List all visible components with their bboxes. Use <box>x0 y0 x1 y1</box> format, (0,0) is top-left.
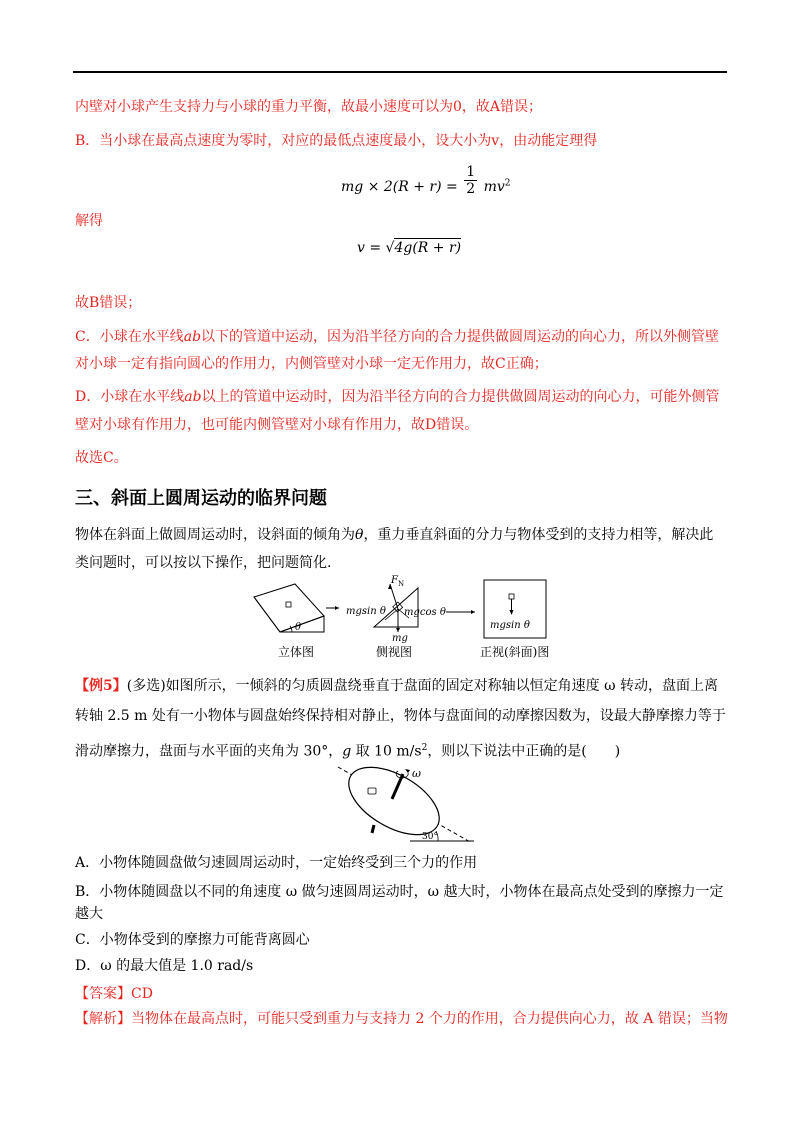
analysis-line: 【解析】当物体在最高点时，可能只受到重力与支持力 2 个力的作用，合力提供向心力，故 A 错误；当物 <box>75 1011 728 1027</box>
svg-text:ω: ω <box>412 767 421 780</box>
option-b: B．小物体随圆盘以不同的角速度 ω 做匀速圆周运动时，ω 越大时，小物体在最高点处受到的摩擦力一定 <box>75 884 724 900</box>
answer-line: 【答案】CD <box>75 986 153 1002</box>
text-line: 故B错误； <box>75 295 142 311</box>
text-line: 壁对小球有作用力，也可能内侧管壁对小球有作用力，故D错误。 <box>75 417 479 433</box>
incline-views-figure <box>250 572 560 660</box>
svg-text:mgsin θ: mgsin θ <box>346 606 386 617</box>
formula-energy: mg × 2(R + r) = $\frac{1}{2}$ $mv^2$ <box>341 164 511 197</box>
text-line: 解得 <box>75 213 103 229</box>
text-line: 内壁对小球产生支持力与小球的重力平衡，故最小速度可以为0，故A错误； <box>75 99 543 115</box>
option-c: C．小物体受到的摩擦力可能背离圆心 <box>75 932 310 948</box>
svg-text:立体图: 立体图 <box>278 645 315 659</box>
front-view-diagram <box>484 580 546 638</box>
svg-text:mg: mg <box>392 633 408 644</box>
option-d: D．ω 的最大值是 1.0 rad/s <box>75 958 254 974</box>
svg-text:FN: $F_N$ <box>391 575 405 588</box>
header-rule <box>73 71 727 73</box>
text-line: 故选C。 <box>75 450 128 466</box>
svg-text:mgcos θ: mgcos θ <box>404 607 446 618</box>
section-title: 三、斜面上圆周运动的临界问题 <box>75 488 327 509</box>
svg-text:侧视图: 侧视图 <box>376 645 413 659</box>
text-line: 类问题时，可以按以下操作，把问题简化. <box>75 555 332 571</box>
example-line: 【例5】(多选)如图所示，一倾斜的匀质圆盘绕垂直于盘面的固定对称轴以恒定角速度 ω 转动，盘面上离 <box>75 678 718 694</box>
text-line: B．当小球在最高点速度为零时，对应的最低点速度最小，设大小为v，由动能定理得 <box>75 133 598 149</box>
svg-text:正视(斜面)图: 正视(斜面)图 <box>480 645 550 659</box>
side-view-diagram <box>346 575 446 644</box>
svg-text:mgsin θ: mgsin θ <box>490 620 530 631</box>
option-b-cont: 越大 <box>75 906 103 922</box>
text-line: 对小球一定有指向圆心的作用力，内侧管壁对小球一定无作用力，故C正确； <box>75 356 548 372</box>
3d-view-diagram <box>254 584 324 633</box>
svg-text:θ: θ <box>295 622 302 633</box>
formula-velocity: v = √4g(R + r) <box>357 240 462 256</box>
tilted-disk-figure <box>336 763 476 845</box>
example-line: 滑动摩擦力，盘面与水平面的夹角为 30°，g 取 10 $m/s^2$，则以下说法中正确的是( ) <box>75 743 621 760</box>
text-line: 物体在斜面上做圆周运动时，设斜面的倾角为θ，重力垂直斜面的分力与物体受到的支持力相等，解决此 <box>75 527 714 543</box>
example-line: 转轴 2.5 m 处有一小物体与圆盘始终保持相对静止，物体与盘面间的动摩擦因数为，设最大静摩擦力等于 <box>75 708 726 724</box>
text-line: C．小球在水平线ab以下的管道中运动，因为沿半径方向的合力提供做圆周运动的向心力，所以外侧管壁 <box>75 329 720 345</box>
svg-text:30°: 30° <box>422 832 438 842</box>
text-line: D．小球在水平线ab以上的管道中运动时，因为沿半径方向的合力提供做圆周运动的向心力，可能外侧管 <box>75 389 720 405</box>
option-a: A．小物体随圆盘做匀速圆周运动时，一定始终受到三个力的作用 <box>75 855 478 871</box>
